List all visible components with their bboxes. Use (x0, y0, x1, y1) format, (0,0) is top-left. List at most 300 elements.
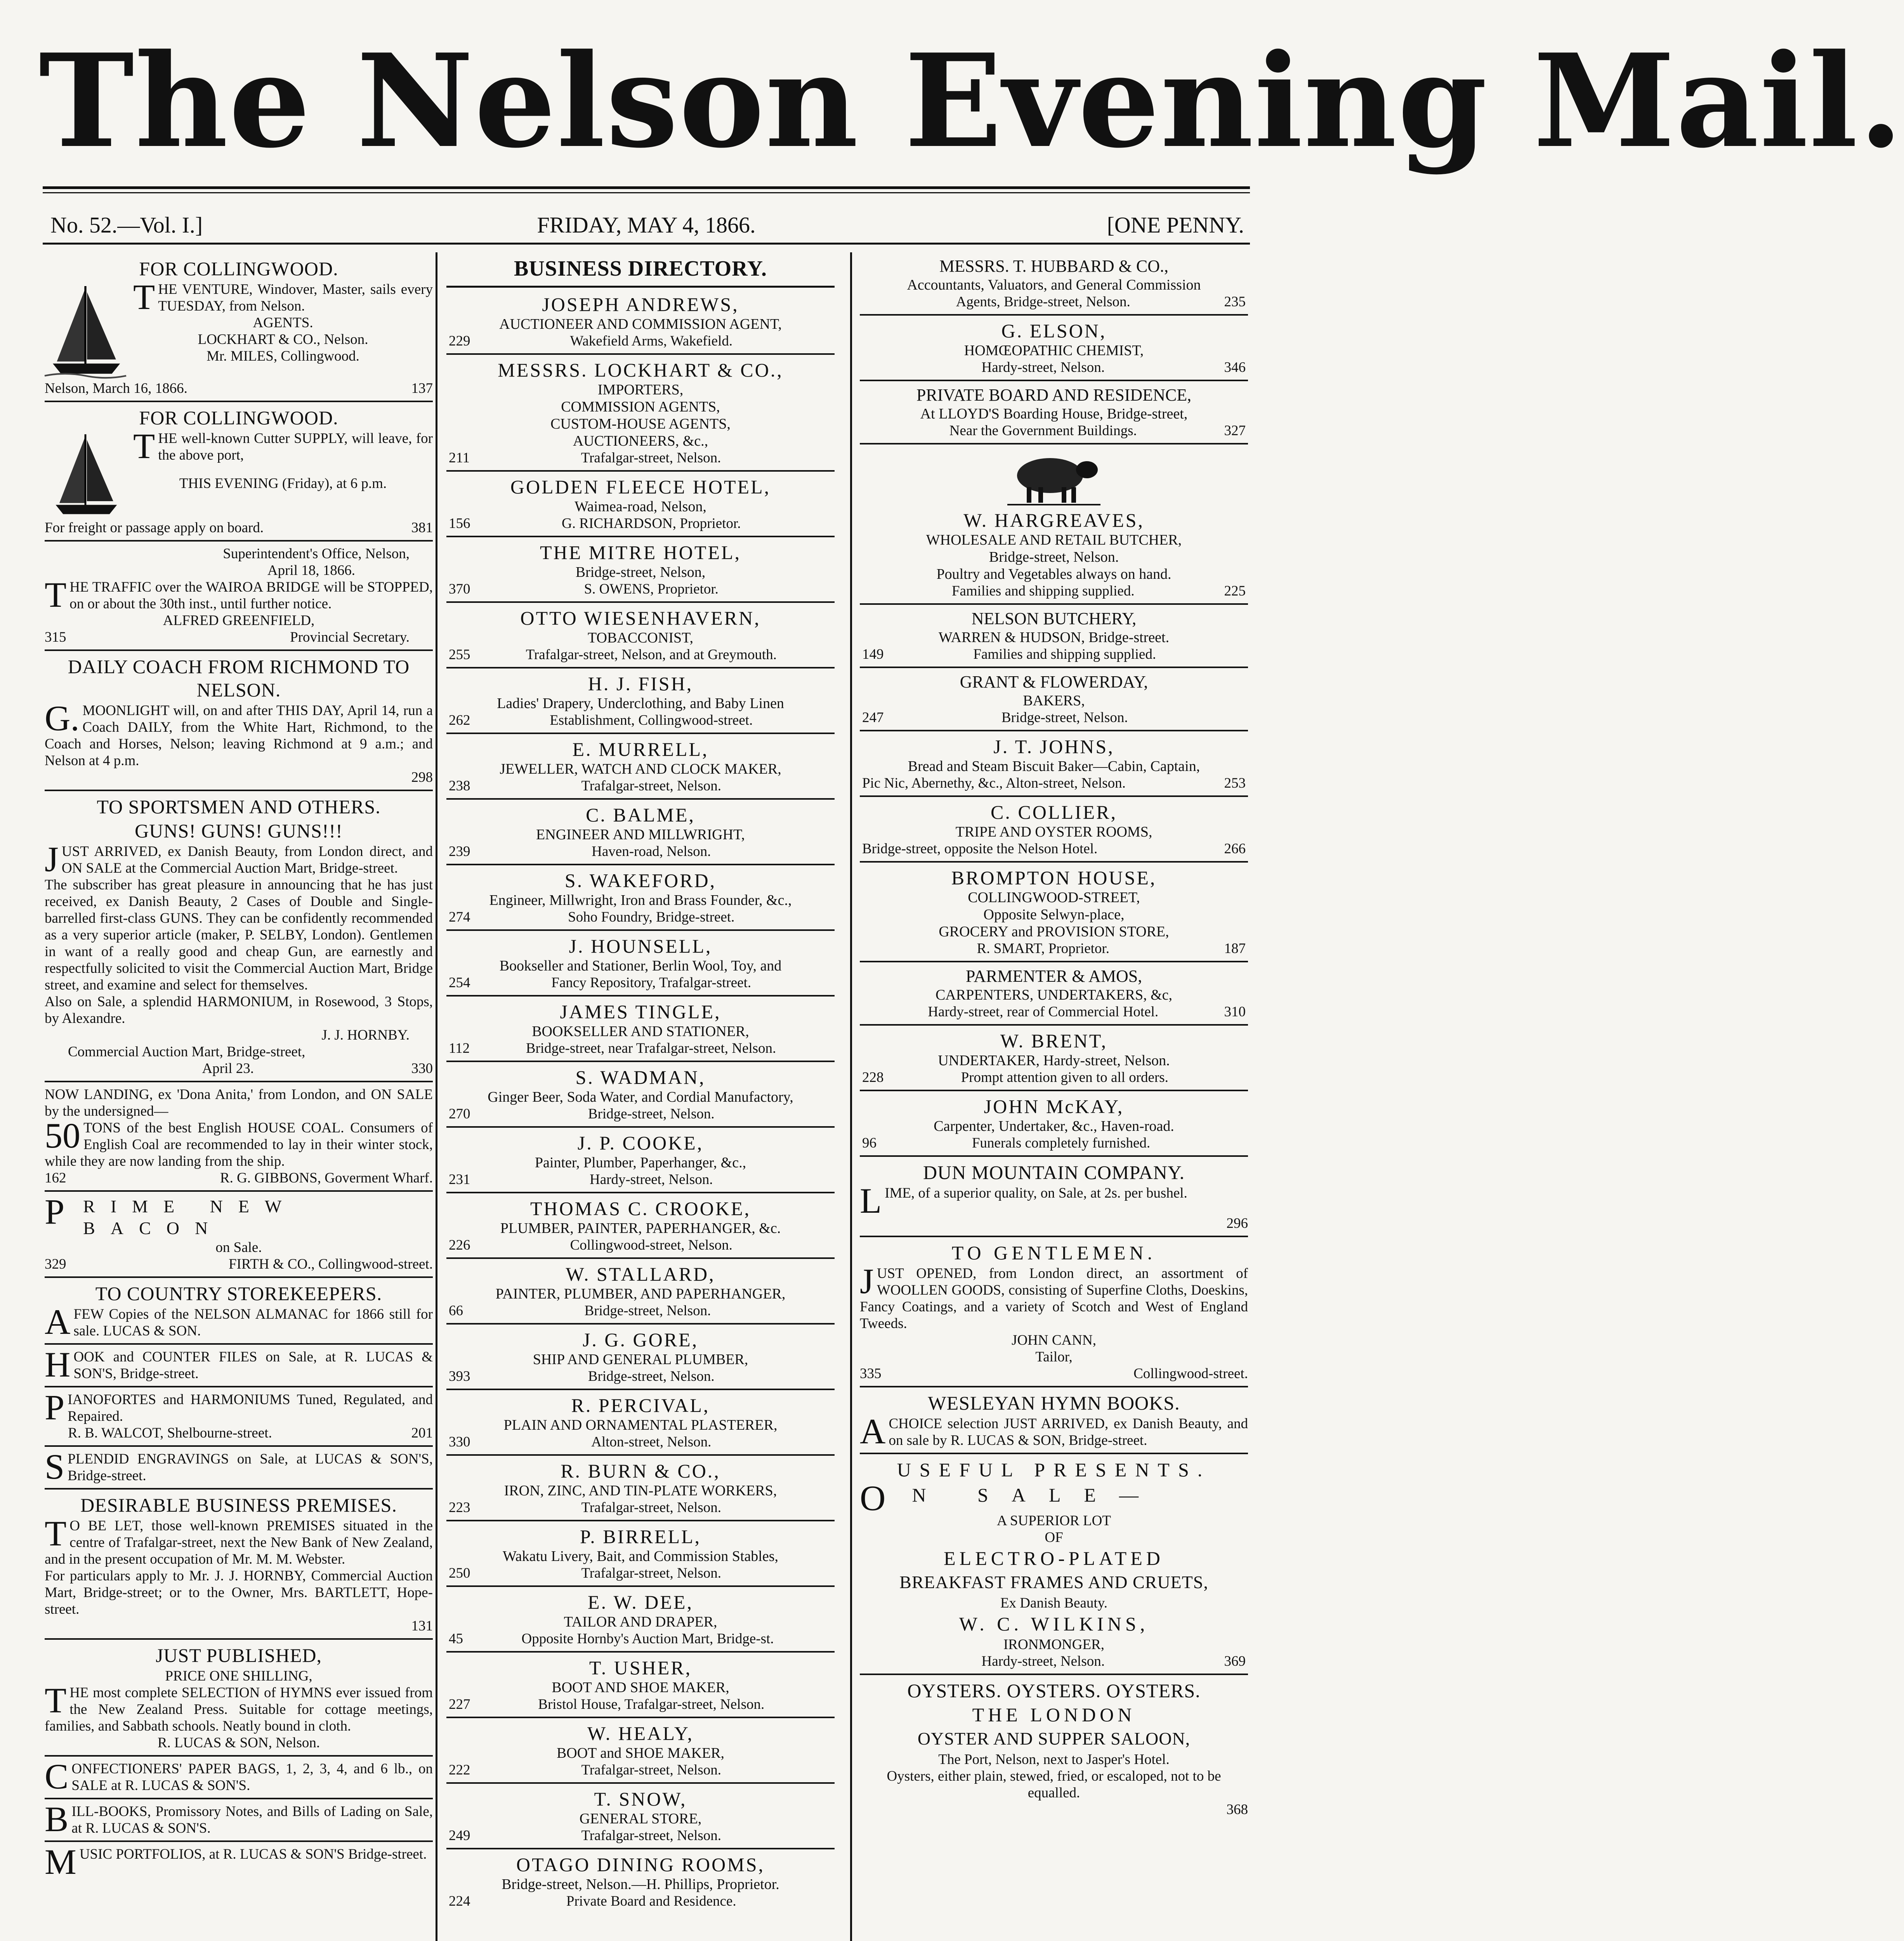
ad-business-premises (45, 1493, 433, 1634)
masthead-rule-thin (43, 192, 1250, 193)
ad-number: 137 (411, 380, 433, 396)
entry-line: Private Board and Residence. (566, 1893, 736, 1909)
directory-entry (446, 541, 835, 597)
entry-number: 370 (449, 581, 470, 597)
sailing-ship-icon (45, 283, 126, 378)
entry-number: 239 (449, 844, 470, 859)
entry-number: 330 (449, 1434, 470, 1450)
ad-signature: ALFRED GREENFIELD, (163, 613, 315, 628)
entry-name: JAMES TINGLE, (560, 1001, 721, 1023)
column-divider (436, 252, 437, 1941)
entry-line: ENGINEER AND MILLWRIGHT, (536, 826, 745, 843)
directory-entry (446, 607, 835, 663)
entry-line: Ladies' Drapery, Underclothing, and Baby Linen (497, 695, 784, 712)
ad-text: THIS EVENING (Friday), at 6 p.m. (179, 476, 387, 491)
entry-line: BOOKSELLER AND STATIONER, (532, 1023, 749, 1040)
entry-line: At LLOYD'S Boarding House, Bridge-street, (920, 406, 1188, 422)
ad-text: HE VENTURE, Windover, Master, sails every TUESDAY, from Nelson. (158, 281, 433, 314)
ad-text: USIC PORTFOLIOS, at R. LUCAS & SON'S Bridge-street. (79, 1846, 427, 1862)
entry-number: 222 (449, 1762, 470, 1778)
entry-line: CUSTOM-HOUSE AGENTS, (550, 416, 731, 432)
entry-divider (446, 1257, 835, 1259)
entry-line: Trafalgar-street, Nelson, and at Greymouth. (526, 647, 777, 663)
entry-line: S. OWENS, Proprietor. (584, 581, 719, 597)
directory-entry (446, 1000, 835, 1057)
directory-entry (860, 1030, 1248, 1086)
ad-coal (45, 1086, 433, 1186)
entry-name: E. MURRELL, (572, 738, 709, 760)
directory-entry (860, 1095, 1248, 1151)
directory-entry (860, 256, 1248, 310)
entry-line: Ginger Beer, Soda Water, and Cordial Manufactory, (488, 1089, 793, 1105)
ad-text: ELECTRO-PLATED (944, 1547, 1164, 1569)
entry-divider (446, 1323, 835, 1325)
ad-text: Oysters, either plain, stewed, fried, or escaloped, not to be equalled. (887, 1768, 1221, 1801)
entry-line: Bridge-street, Nelson. (1001, 710, 1128, 726)
masthead-rule (43, 186, 1250, 189)
entry-number: 45 (449, 1631, 463, 1647)
sailing-ship-icon (45, 432, 126, 518)
directory-entry (446, 359, 835, 466)
ad-number: 330 (411, 1061, 433, 1076)
entry-line: Bridge-street, Nelson, (575, 564, 706, 580)
entry-name: W. HEALY, (587, 1722, 694, 1744)
entry-divider (446, 601, 835, 603)
entry-line: Hardy-street, rear of Commercial Hotel. (928, 1004, 1159, 1020)
entry-name: E. W. DEE, (588, 1591, 693, 1613)
ad-heading: TO SPORTSMEN AND OTHERS. (97, 796, 381, 818)
ad-hymns-published (45, 1644, 433, 1751)
entry-line: SHIP AND GENERAL PLUMBER, (533, 1351, 748, 1368)
directory-entry (446, 1263, 835, 1319)
entry-number: 270 (449, 1106, 470, 1122)
entry-number: 254 (449, 975, 470, 991)
directory-entry (446, 293, 835, 349)
entry-line: Families and shipping supplied. (951, 583, 1135, 599)
issue-number: No. 52.—Vol. I.] (50, 212, 203, 238)
entry-number: 235 (1224, 294, 1246, 310)
ad-text: CHOICE selection JUST ARRIVED, ex Danish Beauty, and on sale by R. LUCAS & SON, Bridge-street. (889, 1416, 1248, 1448)
entry-line: PAINTER, PLUMBER, AND PAPERHANGER, (495, 1286, 786, 1302)
entry-name: T. USHER, (589, 1657, 692, 1679)
entry-line: IRON, ZINC, AND TIN-PLATE WORKERS, (504, 1483, 777, 1499)
entry-number: 253 (1224, 775, 1246, 791)
ad-text: on Sale. (215, 1240, 262, 1255)
entry-number: 226 (449, 1237, 470, 1253)
entry-divider (446, 1192, 835, 1193)
ad-text: Ex Danish Beauty. (1000, 1595, 1108, 1611)
ad-number: 368 (1226, 1802, 1248, 1818)
entry-divider (446, 1454, 835, 1456)
ad-heading: FOR COLLINGWOOD. (139, 258, 338, 280)
entry-line: Opposite Hornby's Auction Mart, Bridge-st. (521, 1631, 774, 1647)
directory-entry (860, 966, 1248, 1020)
entry-number: 393 (449, 1368, 470, 1384)
directory-entry (446, 1132, 835, 1188)
ad-text: O BE LET, those well-known PREMISES situated in the centre of Trafalgar-street, next the New Bank of New Zealand, and in the present occupation of Mr. M. M. Webster. (45, 1518, 433, 1567)
entry-number: 229 (449, 333, 470, 349)
entry-line: Hardy-street, Nelson. (981, 359, 1105, 375)
ad-text: HE well-known Cutter SUPPLY, will leave, for the above port, (158, 431, 433, 463)
entry-number: 247 (862, 710, 884, 726)
entry-number: 249 (449, 1828, 470, 1844)
entry-name: THOMAS C. CROOKE, (530, 1198, 751, 1219)
drop-cap: B (45, 1799, 69, 1839)
entry-line: Bridge-street, Nelson.—H. Phillips, Proprietor. (502, 1876, 779, 1892)
entry-line: Alton-street, Nelson. (591, 1434, 712, 1450)
directory-entry (446, 672, 835, 729)
drop-cap: G. (45, 698, 80, 738)
directory-entry (446, 1394, 835, 1450)
ad-text: Provincial Secretary. (290, 629, 410, 645)
entry-number: 266 (1224, 841, 1246, 857)
ad-heading: OYSTERS. OYSTERS. OYSTERS. (907, 1680, 1201, 1701)
ad-text: LOCKHART & CO., Nelson. (198, 332, 368, 347)
dateline-rule (43, 243, 1250, 245)
entry-name: H. J. FISH, (588, 673, 693, 694)
ad-title: RIME NEW BACON (83, 1196, 297, 1238)
directory-entry (446, 1788, 835, 1844)
entry-line: GROCERY and PROVISION STORE, (939, 924, 1169, 940)
ad-text: Superintendent's Office, Nelson, (223, 546, 410, 562)
entry-name: P. BIRRELL, (580, 1526, 701, 1547)
directory-entry (446, 1197, 835, 1253)
entry-divider (446, 536, 835, 537)
entry-line: TRIPE AND OYSTER ROOMS, (955, 824, 1152, 840)
entry-divider (446, 1520, 835, 1521)
entry-divider (446, 929, 835, 931)
entry-name: S. WADMAN, (575, 1066, 706, 1088)
entry-line: G. RICHARDSON, Proprietor. (562, 516, 741, 531)
entry-line: IMPORTERS, (597, 382, 684, 398)
entry-line: Wakefield Arms, Wakefield. (570, 333, 733, 349)
ad-useful-presents (860, 1458, 1248, 1670)
entry-line: GENERAL STORE, (579, 1811, 702, 1827)
ad-guns (45, 795, 433, 1077)
ad-text: HE TRAFFIC over the WAIROA BRIDGE will be STOPPED, on or about the 30th inst., until further notice. (69, 579, 433, 612)
entry-line: Bridge-street, Nelson. (584, 1303, 711, 1319)
entry-divider (446, 667, 835, 668)
entry-line: AUCTIONEER AND COMMISSION AGENT, (499, 316, 782, 332)
ad-text: A SUPERIOR LOT (997, 1513, 1111, 1529)
entry-line: Painter, Plumber, Paperhanger, &c., (535, 1155, 746, 1171)
issue-date: FRIDAY, MAY 4, 1866. (537, 212, 756, 238)
entry-name: JOHN McKAY, (984, 1096, 1124, 1117)
ad-oysters (860, 1679, 1248, 1818)
entry-line: WARREN & HUDSON, Bridge-street. (938, 629, 1170, 646)
entry-line: Families and shipping supplied. (973, 646, 1156, 662)
entry-number: 224 (449, 1893, 470, 1909)
entry-name: MESSRS. T. HUBBARD & CO., (939, 257, 1169, 276)
drop-cap: O (860, 1478, 909, 1518)
entry-name: MESSRS. LOCKHART & CO., (498, 359, 783, 381)
entry-divider (446, 798, 835, 800)
drop-cap: T (133, 426, 155, 466)
entry-line: Agents, Bridge-street, Nelson. (956, 294, 1130, 310)
entry-name: G. ELSON, (1001, 320, 1107, 342)
ad-signature: W. C. WILKINS, (959, 1613, 1149, 1635)
directory-entry (860, 672, 1248, 726)
entry-line: Pic Nic, Abernethy, &c., Alton-street, Nelson. (862, 775, 1126, 791)
entry-number: 346 (1224, 359, 1246, 375)
ad-text: April 18, 1866. (267, 563, 355, 578)
entry-line: Trafalgar-street, Nelson. (581, 450, 721, 466)
entry-name: S. WAKEFORD, (564, 870, 717, 891)
entry-line: Trafalgar-street, Nelson. (581, 778, 722, 794)
directory-entry (446, 1525, 835, 1582)
entry-line: Carpenter, Undertaker, &c., Haven-road. (934, 1118, 1174, 1134)
entry-line: COMMISSION AGENTS, (561, 399, 720, 415)
directory-entry (860, 385, 1248, 439)
ad-number: 296 (1226, 1215, 1248, 1231)
ad-text: IRONMONGER, (1003, 1637, 1105, 1653)
ad-text: PLENDID ENGRAVINGS on Sale, at LUCAS & SON'S, Bridge-street. (68, 1451, 433, 1484)
entry-number: 225 (1224, 583, 1246, 599)
ad-text: OYSTER AND SUPPER SALOON, (917, 1729, 1191, 1748)
drop-cap: T (45, 1681, 67, 1720)
drop-cap: H (45, 1345, 71, 1384)
ad-number: 298 (411, 769, 433, 785)
ad-signature: R. LUCAS & SON, Nelson. (157, 1735, 320, 1751)
ad-number: 131 (411, 1618, 433, 1634)
ad-text: AGENTS. (253, 315, 313, 331)
ad-text: UST ARRIVED, ex Danish Beauty, from London direct, and ON SALE at the Commercial Auction Mart, Bridge-street. (61, 844, 433, 876)
ad-heading: USEFUL PRESENTS. (897, 1459, 1211, 1481)
entry-number: 66 (449, 1303, 463, 1319)
issue-price: [ONE PENNY. (1107, 212, 1244, 238)
drop-cap: A (860, 1411, 886, 1451)
directory-entry (860, 866, 1248, 957)
ad-text: ILL-BOOKS, Promissory Notes, and Bills of Lading on Sale, at R. LUCAS & SON'S. (71, 1804, 433, 1836)
entry-line: Bridge-street, Nelson. (588, 1106, 715, 1122)
entry-number: 255 (449, 647, 470, 663)
ad-text: Collingwood-street. (1133, 1366, 1248, 1382)
directory-heading: BUSINESS DIRECTORY. (514, 257, 767, 281)
entry-line: Collingwood-street, Nelson. (570, 1237, 732, 1253)
entry-name: W. HARGREAVES, (963, 509, 1144, 531)
ad-daily-coach (45, 655, 433, 786)
ad-paper-bags (45, 1757, 433, 1796)
entry-line: Bridge-street, Nelson. (588, 1368, 715, 1384)
ad-dun-mountain (860, 1161, 1248, 1232)
ad-text: IANOFORTES and HARMONIUMS Tuned, Regulated, and Repaired. (68, 1392, 433, 1424)
entry-line: PLUMBER, PAINTER, PAPERHANGER, &c. (500, 1220, 781, 1236)
ad-text: IME, of a superior quality, on Sale, at 2s. per bushel. (885, 1185, 1187, 1201)
ad-number: 381 (411, 520, 433, 536)
ad-subheading: GUNS! GUNS! GUNS!!! (135, 820, 343, 842)
ad-almanac (45, 1282, 433, 1342)
entry-name: BROMPTON HOUSE, (951, 867, 1157, 889)
entry-line: Poultry and Vegetables always on hand. (936, 566, 1172, 582)
entry-number: 327 (1224, 423, 1246, 439)
entry-line: Haven-road, Nelson. (592, 844, 711, 859)
ad-pianofortes (45, 1387, 433, 1441)
entry-line: Wakatu Livery, Bait, and Commission Stables, (502, 1548, 779, 1564)
entry-line: Bookseller and Stationer, Berlin Wool, Toy, and (499, 958, 782, 974)
drop-cap: S (45, 1447, 65, 1486)
ad-number: 315 (45, 629, 66, 645)
directory-entry (446, 1853, 835, 1910)
entry-line: Bristol House, Trafalgar-street, Nelson. (538, 1696, 765, 1712)
entry-name: GOLDEN FLEECE HOTEL, (510, 476, 771, 498)
ad-text: Commercial Auction Mart, Bridge-street, (68, 1044, 305, 1060)
entry-line: Trafalgar-street, Nelson. (581, 1762, 722, 1778)
drop-cap: L (860, 1181, 882, 1221)
entry-divider (446, 353, 835, 355)
ad-number: 335 (860, 1366, 882, 1382)
ad-text: UST OPENED, from London direct, an assortment of WOOLLEN GOODS, consisting of Superfine Cloths, Doeskins, Fancy Coatings, and a variety of Scotch and West of England Tweeds. (860, 1266, 1248, 1332)
entry-name: T. SNOW, (594, 1788, 687, 1810)
entry-line: Bridge-street, opposite the Nelson Hotel. (862, 841, 1098, 857)
ad-heading: FOR COLLINGWOOD. (139, 407, 338, 429)
directory-entry (446, 738, 835, 794)
ad-heading: DAILY COACH FROM RICHMOND TO NELSON. (68, 656, 410, 701)
entry-divider (446, 1651, 835, 1653)
entry-name: R. PERCIVAL, (571, 1394, 710, 1416)
ad-heading: DESIRABLE BUSINESS PREMISES. (80, 1494, 397, 1516)
ad-signature: R. B. WALCOT, Shelbourne-street. (68, 1425, 272, 1441)
directory-entry (446, 869, 835, 925)
drop-cap: A (45, 1302, 71, 1342)
drop-cap: M (45, 1842, 76, 1882)
entry-number: 274 (449, 909, 470, 925)
entry-line: AUCTIONEERS, &c., (573, 433, 708, 449)
entry-number: 156 (449, 516, 470, 531)
entry-name: PARMENTER & AMOS, (965, 967, 1142, 986)
ad-text: THE LONDON (972, 1704, 1136, 1726)
masthead-title: The Nelson Evening Mail. (39, 26, 1904, 176)
entry-divider (446, 1126, 835, 1128)
directory-entry (860, 319, 1248, 376)
entry-number: 228 (862, 1069, 884, 1085)
ad-date: Nelson, March 16, 1866. (45, 380, 187, 396)
ad-text: Mr. MILES, Collingwood. (207, 348, 359, 364)
entry-line: TAILOR AND DRAPER, (564, 1614, 717, 1630)
entry-number: 149 (862, 646, 884, 662)
entry-line: BOOT AND SHOE MAKER, (552, 1679, 729, 1696)
dateline (43, 212, 1250, 239)
drop-cap: T (45, 1514, 67, 1553)
entry-line: Trafalgar-street, Nelson. (581, 1828, 722, 1844)
ad-signature: FIRTH & CO., Collingwood-street. (228, 1256, 433, 1272)
entry-divider (446, 470, 835, 472)
entry-name: JOSEPH ANDREWS, (542, 293, 739, 315)
ad-heading: WESLEYAN HYMN BOOKS. (928, 1392, 1180, 1414)
ad-signature: R. G. GIBBONS, Goverment Wharf. (220, 1170, 433, 1186)
entry-line: CARPENTERS, UNDERTAKERS, &c, (935, 987, 1173, 1003)
entry-number: 112 (449, 1040, 470, 1056)
ad-number: 329 (45, 1256, 66, 1272)
column-divider (850, 252, 852, 1941)
entry-line: UNDERTAKER, Hardy-street, Nelson. (938, 1052, 1170, 1069)
ad-heading: DUN MOUNTAIN COMPANY. (923, 1161, 1185, 1183)
entry-line: Trafalgar-street, Nelson. (581, 1500, 722, 1516)
entry-number: 231 (449, 1172, 470, 1188)
entry-name: NELSON BUTCHERY, (971, 609, 1137, 628)
drop-cap: P (45, 1192, 80, 1231)
ad-text: The subscriber has great pleasure in announcing that he has just received, ex Danish Beauty, 2 Cases of Double and Single-barrelled first-class GUNS. They can be confidently recommended as a very superior article (maker, P. SELBY, London). Gentlemen in want of a really good and cheap Gun, are earnestly and respectfully solicited to visit the Commercial Auction Mart, Bridge street, and examine and select for themselves. (45, 877, 433, 993)
entry-divider (446, 1061, 835, 1062)
directory-entry (446, 1656, 835, 1713)
directory-entry (860, 448, 1248, 599)
entry-divider (446, 1848, 835, 1849)
ad-text: For freight or passage apply on board. (45, 520, 264, 536)
ad-number: 201 (411, 1425, 433, 1441)
ad-collingwood-supply (45, 406, 433, 536)
directory-entry (446, 1722, 835, 1778)
entry-divider (446, 1717, 835, 1718)
entry-number: 187 (1224, 941, 1246, 957)
ad-text: OF (1045, 1530, 1063, 1545)
ad-bacon (45, 1192, 433, 1273)
ad-engravings (45, 1447, 433, 1486)
notice-wairoa-bridge (45, 545, 433, 646)
entry-line: WHOLESALE AND RETAIL BUTCHER, (926, 532, 1182, 548)
entry-line: Establishment, Collingwood-street. (550, 712, 753, 728)
entry-number: 227 (449, 1696, 470, 1712)
drop-cap: T (45, 575, 67, 615)
ad-subheading: PRICE ONE SHILLING, (165, 1668, 312, 1684)
ad-collingwood-venture (45, 257, 433, 397)
ad-text: FEW Copies of the NELSON ALMANAC for 1866 still for sale. LUCAS & SON. (73, 1306, 433, 1339)
entry-line: R. SMART, Proprietor. (977, 941, 1109, 957)
entry-name: W. BRENT, (1000, 1030, 1108, 1052)
ad-music-portfolios (45, 1842, 433, 1882)
drop-cap: C (45, 1757, 69, 1796)
ad-text: BREAKFAST FRAMES AND CRUETS, (899, 1572, 1208, 1592)
entry-line: Accountants, Valuators, and General Commission (907, 277, 1201, 293)
entry-divider (446, 733, 835, 734)
directory-entry (860, 801, 1248, 857)
entry-line: Bridge-street, near Trafalgar-street, Nelson. (526, 1040, 776, 1056)
entry-name: OTAGO DINING ROOMS, (516, 1854, 765, 1875)
entry-name: J. P. COOKE, (577, 1132, 704, 1154)
ad-wesleyan-hymns (860, 1391, 1248, 1449)
column-classifieds-left (45, 256, 433, 1941)
entry-name: GRANT & FLOWERDAY, (960, 672, 1148, 691)
entry-line: COLLINGWOOD-STREET, (968, 889, 1140, 906)
entry-line: Hardy-street, Nelson. (590, 1172, 713, 1188)
directory-entry (446, 804, 835, 860)
directory-entry (446, 935, 835, 991)
ad-number: 369 (1224, 1653, 1246, 1669)
entry-divider (446, 1389, 835, 1390)
ad-number: 162 (45, 1170, 66, 1186)
directory-entry (446, 476, 835, 532)
directory-entry (446, 1328, 835, 1385)
ad-heading: TO GENTLEMEN. (951, 1242, 1156, 1264)
ad-signature: J. J. HORNBY. (321, 1027, 410, 1043)
directory-entry (446, 1591, 835, 1647)
ad-to-gentlemen (860, 1241, 1248, 1382)
entry-name: OTTO WIESENHAVERN, (520, 607, 761, 629)
entry-name: J. HOUNSELL, (569, 935, 712, 957)
ad-text: Also on Sale, a splendid HARMONIUM, in Rosewood, 3 Stops, by Alexandre. (45, 994, 433, 1026)
entry-name: THE MITRE HOTEL, (540, 542, 741, 563)
entry-divider (446, 864, 835, 865)
drop-cap: J (45, 839, 59, 879)
entry-divider (446, 995, 835, 997)
entry-line: Engineer, Millwright, Iron and Brass Founder, &c., (489, 892, 792, 908)
entry-divider (446, 1585, 835, 1587)
entry-line: TOBACCONIST, (587, 630, 693, 646)
entry-line: JEWELLER, WATCH AND CLOCK MAKER, (500, 761, 781, 777)
directory-list (446, 293, 835, 1910)
ad-text: OOK and COUNTER FILES on Sale, at R. LUCAS & SON'S, Bridge-street. (73, 1349, 433, 1382)
entry-line: PLAIN AND ORNAMENTAL PLASTERER, (503, 1417, 778, 1433)
directory-entry (860, 609, 1248, 663)
ad-text: ONFECTIONERS' PAPER BAGS, 1, 2, 3, 4, and 6 lb., on SALE at R. LUCAS & SON'S. (71, 1761, 433, 1793)
